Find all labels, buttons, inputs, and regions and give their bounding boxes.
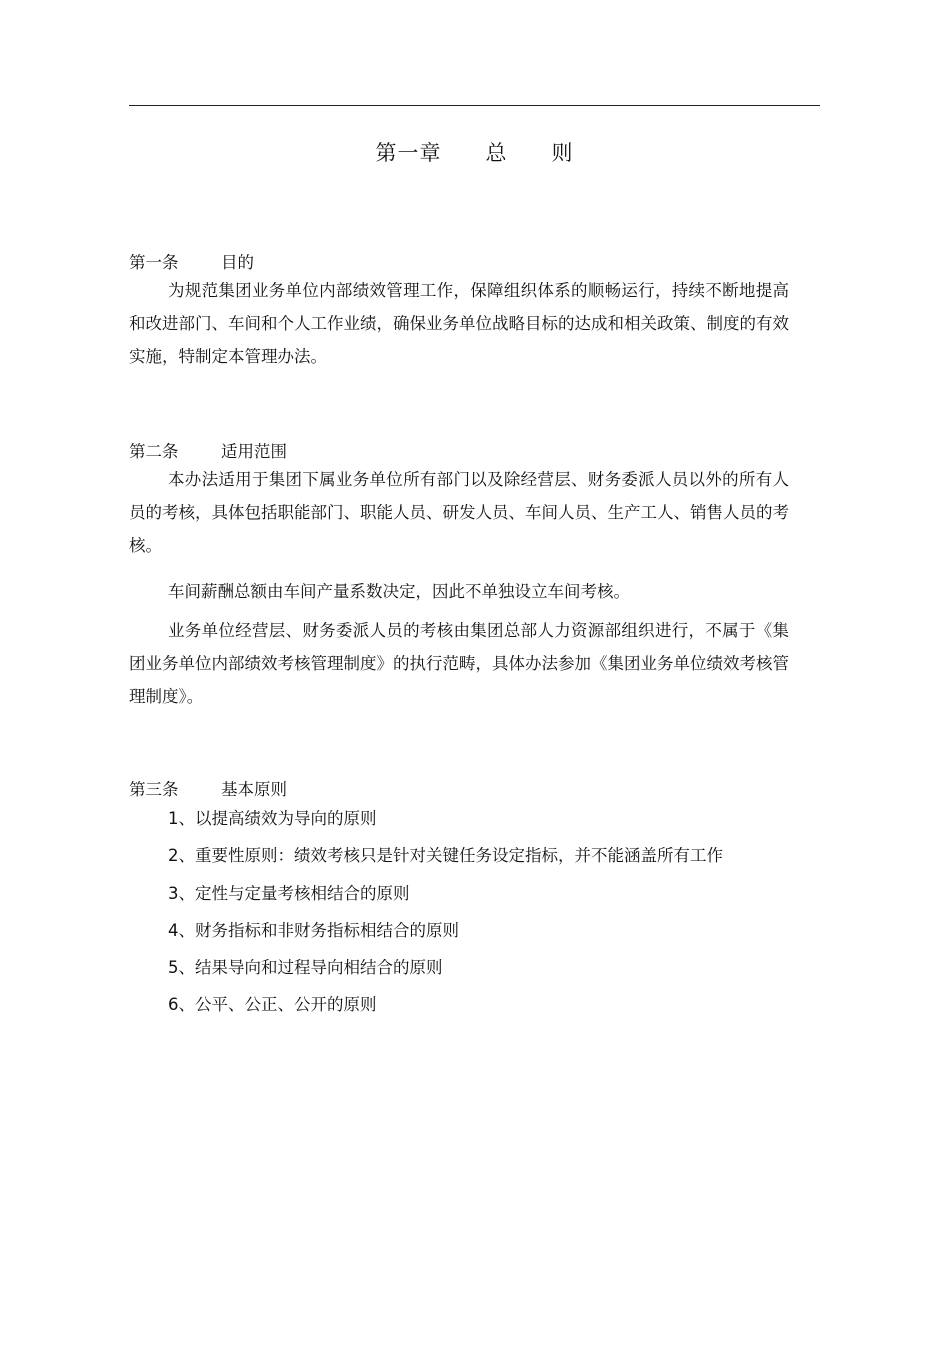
list-item: 2、重要性原则：绩效考核只是针对关键任务设定指标，并不能涵盖所有工作 (168, 846, 723, 866)
principles-list (168, 800, 723, 1024)
list-item: 5、结果导向和过程导向相结合的原则 (168, 958, 443, 978)
article-title: 基本原则 (221, 780, 287, 799)
chapter-title: 第一章 总 则 (375, 141, 574, 165)
list-item: 3、定性与定量考核相结合的原则 (168, 883, 410, 903)
list-item: 4、财务指标和非财务指标相结合的原则 (168, 920, 459, 940)
article-2-paragraph-3: 业务单位经营层、财务委派人员的考核由集团总部人力资源部组织进行，不属于《集团业务单位内部绩效考核管理制度》的执行范畴，具体办法参加《集团业务单位绩效考核管理制度》。 (129, 621, 789, 706)
article-title: 适用范围 (221, 442, 287, 461)
article-2-paragraph-2: 车间薪酬总额由车间产量系数决定，因此不单独设立车间考核。 (168, 582, 630, 601)
list-item: 1、以提高绩效为导向的原则 (168, 809, 377, 828)
article-heading-1 (129, 252, 254, 274)
header-rule (129, 105, 820, 106)
article-number: 第三条 (129, 780, 179, 799)
article-heading-2 (129, 441, 287, 463)
article-number: 第一条 (129, 253, 179, 272)
article-heading-3 (129, 779, 287, 801)
article-2-paragraph-1: 本办法适用于集团下属业务单位所有部门以及除经营层、财务委派人员以外的所有人员的考核，具体包括职能部门、职能人员、研发人员、车间人员、生产工人、销售人员的考核。 (129, 470, 789, 555)
list-item: 6、公平、公正、公开的原则 (168, 995, 377, 1015)
article-title: 目的 (221, 253, 254, 272)
article-1-paragraph-1: 为规范集团业务单位内部绩效管理工作，保障组织体系的顺畅运行，持续不断地提高和改进部门、车间和个人工作业绩，确保业务单位战略目标的达成和相关政策、制度的有效实施，特制定本管理办法。 (129, 281, 789, 366)
article-number: 第二条 (129, 442, 179, 461)
